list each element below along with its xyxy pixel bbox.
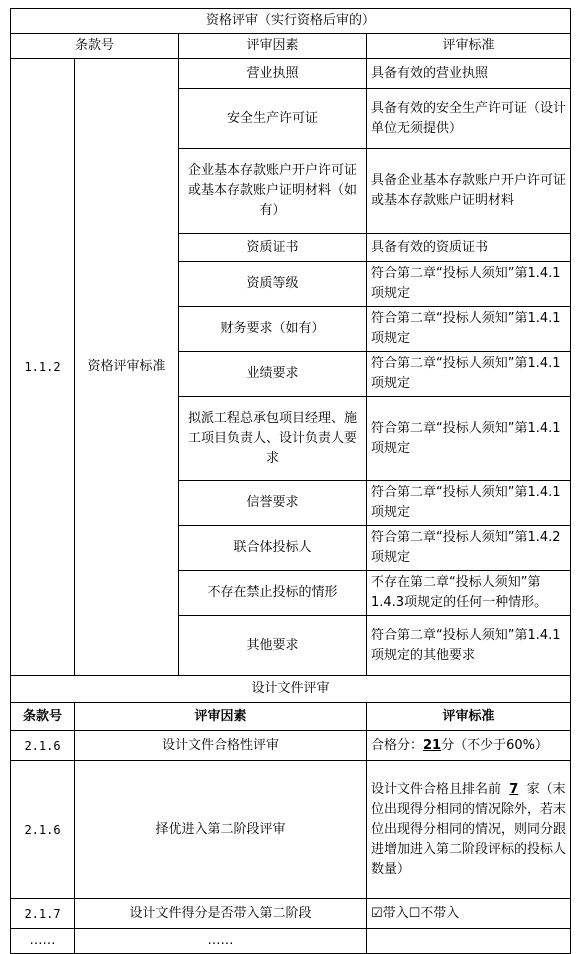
standard-cell: 符合第二章“投标人须知”第1.4.1项规定 — [367, 397, 571, 481]
passing-score-value: 21 — [423, 737, 442, 753]
factor-cell: 企业基本存款账户开户许可证或基本存款账户证明材料（如有） — [179, 149, 367, 234]
factor-cell: 不存在禁止投标的情形 — [179, 571, 367, 616]
factor-cell: …… — [75, 929, 367, 954]
standard-cell — [367, 761, 571, 899]
factor-cell: 其他要求 — [179, 616, 367, 676]
standard-cell: 具备企业基本存款账户开户许可证或基本存款账户证明材料 — [367, 149, 571, 234]
standard-prefix: 合格分： — [371, 737, 424, 753]
clause-name: 资格评审标准 — [75, 59, 179, 676]
factor-cell: 业绩要求 — [179, 352, 367, 397]
table-row — [11, 731, 571, 761]
factor-cell: 联合体投标人 — [179, 526, 367, 571]
standard-suffix: 分（不少于60%） — [441, 737, 549, 753]
factor-cell: 营业执照 — [179, 59, 367, 89]
header-factor: 评审因素 — [179, 34, 367, 59]
header-standard: 评审标准 — [367, 703, 571, 731]
section1-title-row — [11, 9, 571, 34]
table-row — [11, 929, 571, 954]
factor-cell: 设计文件得分是否带入第二阶段 — [75, 899, 367, 929]
header-factor: 评审因素 — [75, 703, 367, 731]
standard-prefix: 设计文件合格且排名前 — [371, 781, 502, 797]
standard-cell: 符合第二章“投标人须知”第1.4.1项规定 — [367, 262, 571, 307]
evaluation-table — [10, 8, 571, 954]
header-standard: 评审标准 — [367, 34, 571, 59]
standard-cell: 符合第二章“投标人须知”第1.4.1项规定 — [367, 307, 571, 352]
factor-cell: 安全生产许可证 — [179, 89, 367, 149]
standard-suffix: 家（末位出现得分相同的情况除外，若末位出现得分相同的情况，则同分跟进增加进入第二阶段评标的投标人数量） — [371, 781, 567, 877]
section1-header-row — [11, 34, 571, 59]
header-clause: 条款号 — [11, 34, 179, 59]
factor-cell: 拟派工程总承包项目经理、施工项目负责人、设计负责人要求 — [179, 397, 367, 481]
clause-number: …… — [11, 929, 75, 954]
standard-cell: 具备有效的安全生产许可证（设计单位无须提供） — [367, 89, 571, 149]
standard-cell: 不存在第二章“投标人须知”第1.4.3项规定的任何一种情形。 — [367, 571, 571, 616]
section2-title-row — [11, 676, 571, 703]
clause-number: 2.1.6 — [11, 731, 75, 761]
section1-title: 资格评审（实行资格后审的） — [11, 9, 571, 34]
factor-cell: 择优进入第二阶段评审 — [75, 761, 367, 899]
factor-cell: 设计文件合格性评审 — [75, 731, 367, 761]
standard-cell: 符合第二章“投标人须知”第1.4.1项规定 — [367, 352, 571, 397]
standard-cell: 具备有效的营业执照 — [367, 59, 571, 89]
standard-cell: 具备有效的资质证书 — [367, 234, 571, 262]
standard-cell: 符合第二章“投标人须知”第1.4.1项规定的其他要求 — [367, 616, 571, 676]
header-clause: 条款号 — [11, 703, 75, 731]
table-row — [11, 899, 571, 929]
section2-header-row — [11, 703, 571, 731]
clause-number: 2.1.6 — [11, 761, 75, 899]
factor-cell: 信誉要求 — [179, 481, 367, 526]
table-row — [11, 59, 571, 89]
table-row — [11, 761, 571, 899]
standard-cell — [367, 731, 571, 761]
clause-number: 1.1.2 — [11, 59, 75, 676]
document-page — [10, 8, 570, 954]
ranking-value: 7 — [509, 781, 519, 797]
factor-cell: 资质证书 — [179, 234, 367, 262]
standard-cell: 符合第二章“投标人须知”第1.4.1项规定 — [367, 481, 571, 526]
standard-cell — [367, 929, 571, 954]
factor-cell: 资质等级 — [179, 262, 367, 307]
checkbox-standard: ☑带入☐不带入 — [367, 899, 571, 929]
standard-cell: 符合第二章“投标人须知”第1.4.2项规定 — [367, 526, 571, 571]
factor-cell: 财务要求（如有） — [179, 307, 367, 352]
clause-number: 2.1.7 — [11, 899, 75, 929]
section2-title: 设计文件评审 — [11, 676, 571, 703]
